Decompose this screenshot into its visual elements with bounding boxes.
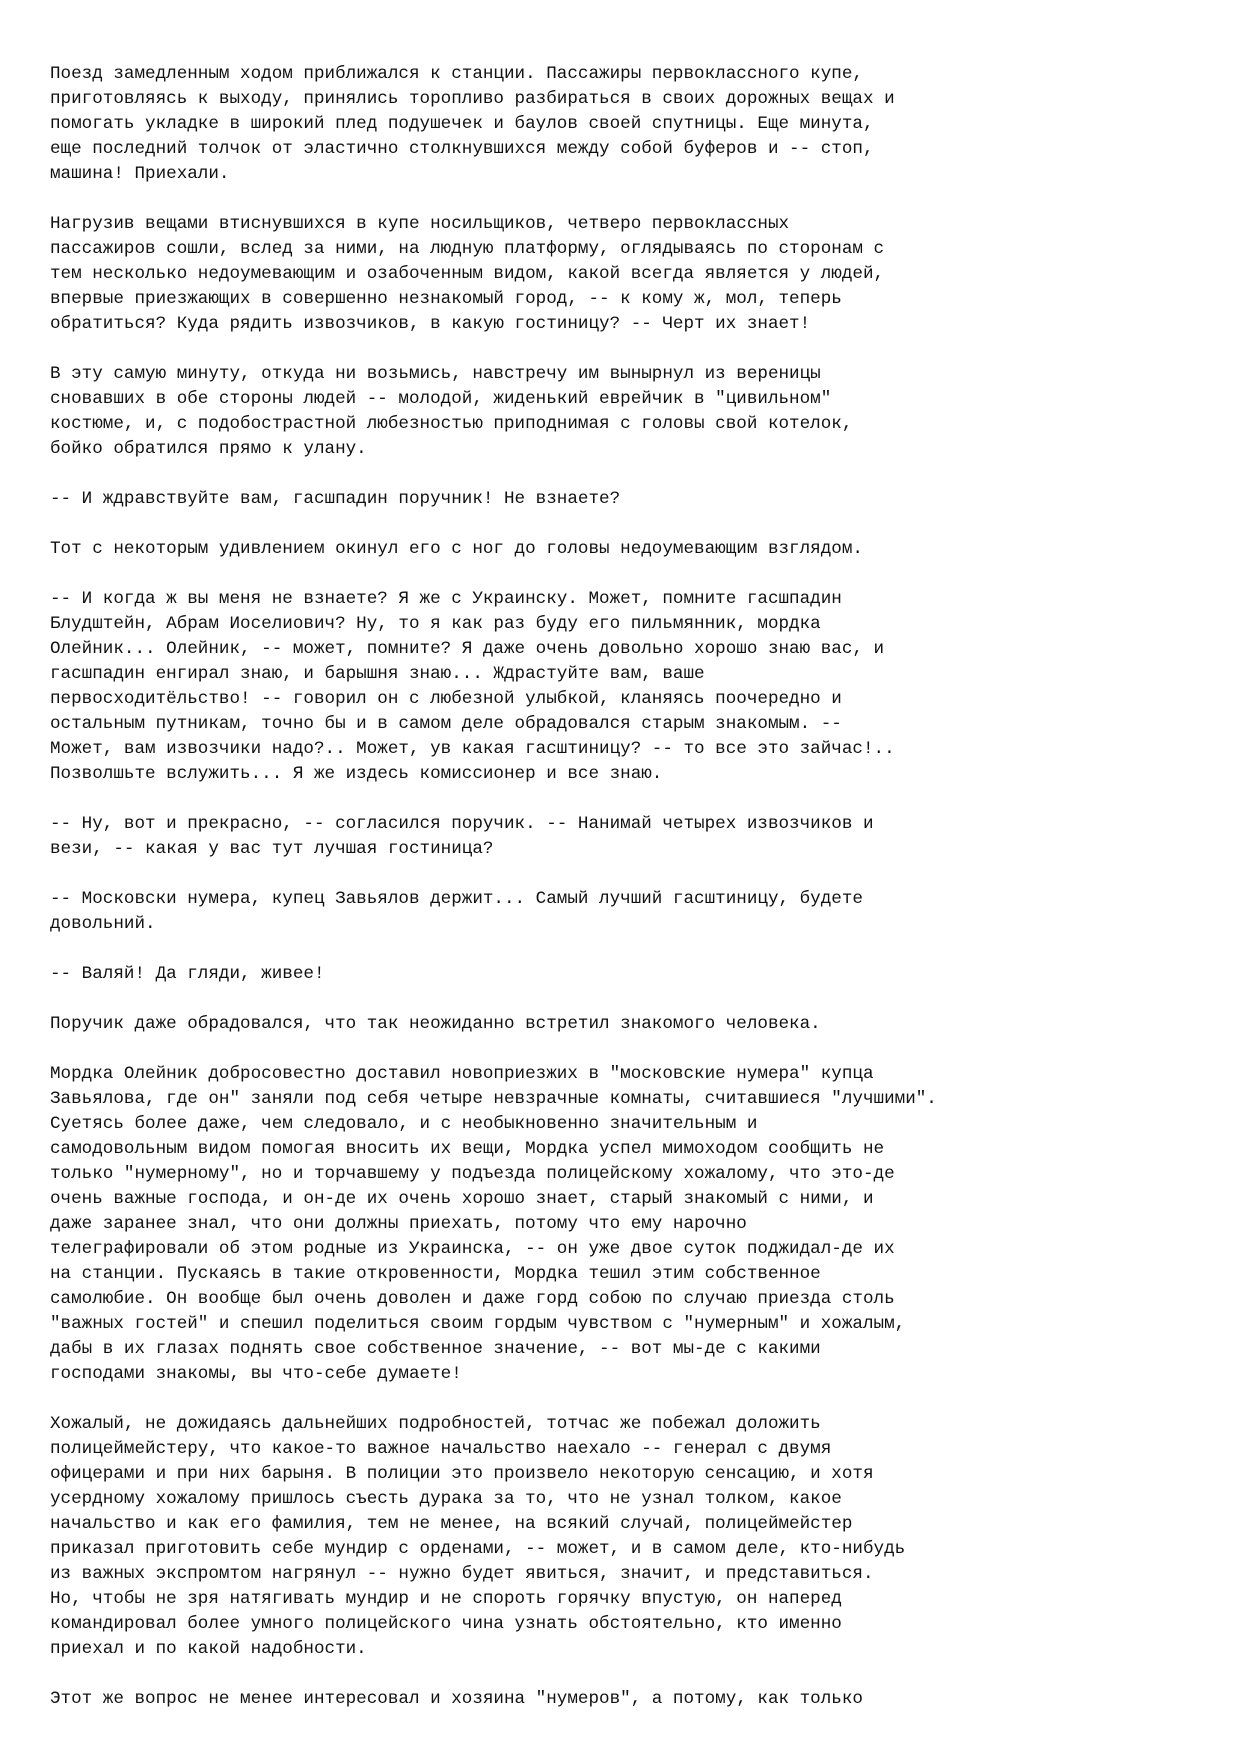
text-line: помогать укладке в широкий плед подушечек и баулов своей спутницы. Еще минута, [50,114,874,134]
text-line: "важных гостей" и спешил поделиться своим гордым чувством с "нумерным" и хожалым, [50,1314,906,1334]
text-line: Мордка Олейник добросовестно доставил новоприезжих в "московские нумера" купца [50,1064,874,1084]
text-line: Может, вам извозчики надо?.. Может, ув какая гасштиницу? -- то все это зайчас!.. [50,739,895,759]
text-line: офицерами и при них барыня. В полиции это произвело некоторую сенсацию, и хотя [50,1464,874,1484]
text-line: из важных экспромтом нагрянул -- нужно будет явиться, значит, и представиться. [50,1564,874,1584]
text-line: впервые приезжающих в совершенно незнакомый город, -- к кому ж, мол, теперь [50,289,842,309]
paragraph [50,587,1200,787]
text-line: пассажиров сошли, вслед за ними, на людную платформу, оглядываясь по сторонам с [50,239,885,259]
text-line: костюме, и, с подобострастной любезностью приподнимая с головы свой котелок, [50,414,853,434]
text-line: самодовольным видом помогая вносить их вещи, Мордка успел мимоходом сообщить не [50,1139,885,1159]
paragraph [50,812,1200,862]
text-line: бойко обратился прямо к улану. [50,439,367,459]
text-line: даже заранее знал, что они должны приехать, потому что ему нарочно [50,1214,747,1234]
text-line: Поезд замедленным ходом приближался к станции. Пассажиры первоклассного купе, [50,64,863,84]
paragraph [50,362,1200,462]
text-line: тем несколько недоумевающим и озабоченным видом, какой всегда является у людей, [50,264,885,284]
text-line: машина! Приехали. [50,164,230,184]
text-line: очень важные господа, и он-де их очень хорошо знает, старый знакомый с ними, и [50,1189,874,1209]
text-line: вези, -- какая у вас тут лучшая гостиница? [50,839,494,859]
text-line: Блудштейн, Абрам Иоселиович? Ну, то я как раз буду его пильмянник, мордка [50,614,821,634]
text-line: остальным путникам, точно бы и в самом деле обрадовался старым знакомым. -- [50,714,842,734]
text-line: на станции. Пускаясь в такие откровенности, Мордка тешил этим собственное [50,1264,821,1284]
text-line: командировал более умного полицейского чина узнать обстоятельно, кто именно [50,1614,842,1634]
text-line: обратиться? Куда рядить извозчиков, в какую гостиницу? -- Черт их знает! [50,314,811,334]
paragraph [50,1412,1200,1662]
paragraph [50,1687,1200,1712]
text-line: Тот с некоторым удивлением окинул его с ног до головы недоумевающим взглядом. [50,539,863,559]
text-line: господами знакомы, вы что-себе думаете! [50,1364,462,1384]
text-line: В эту самую минуту, откуда ни возьмись, навстречу им вынырнул из вереницы [50,364,821,384]
text-line: приготовляясь к выходу, принялись торопливо разбираться в своих дорожных вещах и [50,89,895,109]
paragraph [50,62,1200,187]
paragraph [50,1062,1200,1387]
text-line: -- Московски нумера, купец Завьялов держит... Самый лучший гасштиницу, будете [50,889,863,909]
text-line: довольний. [50,914,156,934]
text-line: еще последний толчок от эластично столкнувшихся между собой буферов и -- стоп, [50,139,874,159]
text-line: начальство и как его фамилия, тем не менее, на всякий случай, полицеймейстер [50,1514,853,1534]
text-line: Завьялова, где он" заняли под себя четыре невзрачные комнаты, считавшиеся "лучшими". [50,1089,937,1109]
document-body [50,62,1200,1712]
paragraph [50,537,1200,562]
text-line: Нагрузив вещами втиснувшихся в купе носильщиков, четверо первоклассных [50,214,790,234]
text-line: Но, чтобы не зря натягивать мундир и не спороть горячку впустую, он наперед [50,1589,842,1609]
paragraph [50,962,1200,987]
paragraph [50,1012,1200,1037]
text-line: гасшпадин енгирал знаю, и барышня знаю... Ждрастуйте вам, ваше [50,664,705,684]
text-line: Суетясь более даже, чем следовало, и с необыкновенно значительным и [50,1114,758,1134]
paragraph [50,212,1200,337]
text-line: первосходитёльство! -- говорил он с любезной улыбкой, кланяясь поочередно и [50,689,842,709]
text-line: -- Ну, вот и прекрасно, -- согласился поручик. -- Нанимай четырех извозчиков и [50,814,874,834]
text-line: только "нумерному", но и торчавшему у подъезда полицейскому хожалому, что это-де [50,1164,895,1184]
text-line: самолюбие. Он вообще был очень доволен и даже горд собою по случаю приезда столь [50,1289,895,1309]
text-line: сновавших в обе стороны людей -- молодой, жиденький еврейчик в "цивильном" [50,389,832,409]
paragraph [50,487,1200,512]
text-line: телеграфировали об этом родные из Украинска, -- он уже двое суток поджидал-де их [50,1239,895,1259]
text-line: -- Валяй! Да гляди, живее! [50,964,325,984]
text-line: усердному хожалому пришлось съесть дурака за то, что не узнал толком, какое [50,1489,842,1509]
text-line: Этот же вопрос не менее интересовал и хозяина "нумеров", а потому, как только [50,1689,863,1709]
text-line: приказал приготовить себе мундир с орденами, -- может, и в самом деле, кто-нибудь [50,1539,906,1559]
text-line: -- И когда ж вы меня не взнаете? Я же с Украинску. Может, помните гасшпадин [50,589,842,609]
document-page [50,62,1200,1737]
text-line: Позволшьте вслужить... Я же издесь комиссионер и все знаю. [50,764,663,784]
text-line: полицеймейстеру, что какое-то важное начальство наехало -- генерал с двумя [50,1439,832,1459]
text-line: Хожалый, не дожидаясь дальнейших подробностей, тотчас же побежал доложить [50,1414,821,1434]
paragraph [50,887,1200,937]
text-line: дабы в их глазах поднять свое собственное значение, -- вот мы-де с какими [50,1339,821,1359]
text-line: Поручик даже обрадовался, что так неожиданно встретил знакомого человека. [50,1014,821,1034]
text-line: приехал и по какой надобности. [50,1639,367,1659]
text-line: Олейник... Олейник, -- может, помните? Я даже очень довольно хорошо знаю вас, и [50,639,885,659]
text-line: -- И ждравствуйте вам, гасшпадин поручник! Не взнаете? [50,489,621,509]
